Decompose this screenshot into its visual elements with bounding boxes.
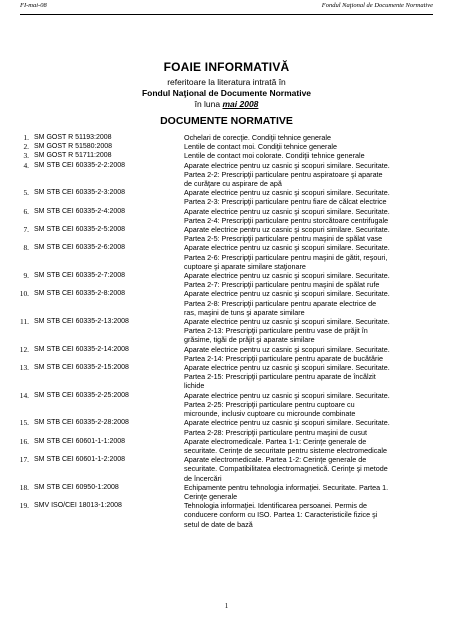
item-code: SM STB CEI 60335-2-2:2008 — [34, 161, 126, 169]
item-description — [184, 225, 434, 243]
item-number: 4. — [23, 160, 29, 170]
item-description-line: Tehnologia informaţiei. Identificarea persoanei. Permis de — [184, 501, 367, 511]
item-number: 1. — [23, 133, 29, 142]
page-number: 1 — [224, 602, 229, 610]
item-description-line: Partea 2-25: Prescripţii particulare pentru cuptoare cu — [184, 399, 355, 409]
list-item — [14, 161, 434, 189]
item-code: SMV ISO/CEI 18013-1:2008 — [34, 502, 122, 510]
list-item — [14, 243, 434, 271]
item-description-line: Aparate electrice pentru uz casnic şi scopuri similare. Securitate. — [184, 188, 390, 198]
list-item — [14, 225, 434, 243]
item-description-line: Cerinţe generale — [184, 491, 238, 501]
item-description-line: Aparate electrice pentru uz casnic şi scopuri similare. Securitate. — [184, 363, 390, 373]
item-description-line: Aparate electrice pentru uz casnic şi scopuri similare. Securitate. — [184, 390, 390, 400]
item-description-line: Partea 2-14: Prescripţii particulare pentru aparate de bucătărie — [184, 353, 383, 363]
item-description-line: de încercări — [184, 473, 222, 483]
item-description-line: Aparate electrice pentru uz casnic şi scopuri similare. Securitate. — [184, 225, 390, 235]
item-description-line: Aparate electrice pentru uz casnic şi scopuri similare. Securitate. — [184, 243, 390, 253]
item-code: SM STB CEI 60335-2-13:2008 — [34, 318, 129, 326]
item-description-line: Lentile de contact moi. Condiţii tehnice generale — [184, 142, 338, 152]
item-number: 14. — [19, 390, 29, 400]
item-description-line: Partea 2-15: Prescripţii particulare pentru aparate de încălzit — [184, 372, 376, 382]
list-item — [14, 345, 434, 363]
item-description-line: ras, maşini de tuns şi aparate similare — [184, 307, 305, 317]
item-description — [184, 133, 434, 142]
item-description-line: Partea 2-4: Prescripţii particulare pentru storcătoare centrifugale — [184, 215, 389, 225]
item-code: SM STB CEI 60335-2-7:2008 — [34, 272, 126, 280]
item-code: SM STB CEI 60335-2-8:2008 — [34, 290, 126, 298]
item-description-line: Aparate electrice pentru uz casnic şi scopuri similare. Securitate. — [184, 418, 390, 428]
item-number: 3. — [23, 151, 29, 161]
item-description-line: grăsime, tigăi de prăjit şi aparate similare — [184, 335, 315, 345]
item-description — [184, 437, 434, 455]
list-item — [14, 317, 434, 345]
item-number: 18. — [19, 482, 29, 492]
list-item — [14, 501, 434, 529]
list-item — [14, 207, 434, 225]
item-description-line: Aparate electromedicale. Partea 1-1: Cerinţe generale de — [184, 436, 367, 446]
header-right: Fondul Naţional de Documente Normative — [321, 2, 433, 9]
item-number: 10. — [19, 289, 29, 299]
item-code: SM GOST R 51711:2008 — [34, 152, 112, 160]
item-description — [184, 243, 434, 271]
month-value: mai 2008 — [222, 99, 259, 109]
list-item — [14, 142, 434, 151]
item-description — [184, 289, 434, 317]
item-description-line: securitate. Cerinţe de securitate pentru sisteme electromedicale — [184, 445, 387, 455]
item-description-line: Partea 2-3: Prescripţii particulare pentru fiare de călcat electrice — [184, 197, 387, 207]
item-description — [184, 142, 434, 151]
item-description-line: Aparate electrice pentru uz casnic şi scopuri similare. Securitate. — [184, 206, 390, 216]
item-code: SM STB CEI 60335-2-4:2008 — [34, 207, 126, 215]
item-description-line: Partea 2-2: Prescripţii particulare pentru aspiratoare şi aparate — [184, 169, 383, 179]
item-description — [184, 501, 434, 529]
item-description-line: Aparate electrice pentru uz casnic şi scopuri similare. Securitate. — [184, 317, 390, 327]
item-description — [184, 271, 434, 289]
item-code: SM STB CEI 60601-1-2:2008 — [34, 456, 126, 464]
standards-list — [14, 133, 434, 529]
month-prefix: în luna — [194, 99, 221, 109]
list-item — [14, 483, 434, 501]
item-description-line: setul de date de bază — [184, 519, 253, 529]
item-description — [184, 161, 434, 189]
item-number: 11. — [20, 317, 29, 327]
item-description — [184, 483, 434, 501]
item-number: 8. — [23, 243, 29, 253]
item-code: SM STB CEI 60335-2-6:2008 — [34, 244, 126, 252]
item-number: 5. — [23, 188, 29, 198]
item-description-line: Partea 2-28: Prescripţii particulare pentru maşini de cusut — [184, 427, 367, 437]
item-description-line: securitate. Compatibilitatea electromagnetică. Cerinţe şi metode — [184, 464, 388, 474]
item-description — [184, 317, 434, 345]
item-code: SM STB CEI 60601-1-1:2008 — [34, 437, 126, 445]
item-code: SM STB CEI 60335-2-5:2008 — [34, 226, 126, 234]
fund-name: Fondul Naţional de Documente Normative — [141, 88, 312, 98]
item-description-line: Lentile de contact moi colorate. Condiţii tehnice generale — [184, 151, 365, 161]
list-item — [14, 271, 434, 289]
item-description — [184, 363, 434, 391]
item-description — [184, 188, 434, 206]
header-rule — [20, 14, 433, 15]
item-description-line: microunde, inclusiv cuptoare cu microunde combinate — [184, 409, 356, 419]
item-description — [184, 151, 434, 160]
item-code: SM GOST R 51193:2008 — [34, 134, 112, 141]
header-left: FI-mai-08 — [20, 2, 47, 9]
item-code: SM STB CEI 60335-2-25:2008 — [34, 391, 129, 399]
item-number: 9. — [23, 271, 29, 281]
item-number: 13. — [19, 363, 29, 373]
item-code: SM STB CEI 60335-2-28:2008 — [34, 419, 129, 427]
page-title: FOAIE INFORMATIVĂ — [163, 60, 290, 74]
item-code: SM STB CEI 60335-2-15:2008 — [34, 364, 129, 372]
list-item — [14, 437, 434, 455]
item-number: 17. — [19, 455, 29, 465]
item-number: 16. — [19, 436, 29, 446]
item-description-line: Partea 2-6: Prescripţii particulare pentru maşini de gătit, reşouri, — [184, 252, 388, 262]
month-line — [0, 99, 453, 109]
item-description-line: Aparate electrice pentru uz casnic şi scopuri similare. Securitate. — [184, 160, 390, 170]
item-code: SM STB CEI 60335-2-14:2008 — [34, 345, 129, 353]
item-description-line: Aparate electrice pentru uz casnic şi scopuri similare. Securitate. — [184, 289, 390, 299]
item-description-line: Partea 2-7: Prescripţii particulare pentru maşini de spălat rufe — [184, 280, 380, 290]
subtitle: referitoare la literatura intrată în — [167, 77, 286, 87]
item-number: 6. — [23, 206, 29, 216]
item-number: 19. — [19, 501, 29, 511]
item-description — [184, 418, 434, 436]
list-item — [14, 289, 434, 317]
item-number: 12. — [19, 344, 29, 354]
item-description-line: lichide — [184, 381, 205, 391]
item-description-line: Partea 2-13: Prescripţii particulare pentru vase de prăjit în — [184, 326, 368, 336]
item-number: 15. — [19, 418, 29, 428]
item-description-line: Aparate electrice pentru uz casnic şi scopuri similare. Securitate. — [184, 344, 390, 354]
item-code: SM STB CEI 60950-1:2008 — [34, 483, 119, 491]
item-description — [184, 345, 434, 363]
item-description — [184, 207, 434, 225]
item-description-line: Ochelari de corecţie. Condiţii tehnice generale — [184, 133, 332, 142]
list-item — [14, 188, 434, 206]
item-code: SM STB CEI 60335-2-3:2008 — [34, 189, 126, 197]
list-item — [14, 151, 434, 160]
item-number: 7. — [23, 225, 29, 235]
item-description-line: Partea 2-5: Prescripţii particulare pentru maşini de spălat vase — [184, 234, 383, 244]
list-item — [14, 455, 434, 483]
section-title: DOCUMENTE NORMATIVE — [160, 115, 293, 127]
list-item — [14, 363, 434, 391]
item-description-line: Aparate electrice pentru uz casnic şi scopuri similare. Securitate. — [184, 271, 390, 281]
list-item — [14, 133, 434, 142]
item-number: 2. — [23, 142, 29, 152]
list-item — [14, 391, 434, 419]
item-description-line: Echipamente pentru tehnologia informaţiei. Securitate. Partea 1. — [184, 482, 389, 492]
item-description-line: de curăţare cu aspirare de apă — [184, 179, 282, 189]
list-item — [14, 418, 434, 436]
item-description-line: Partea 2-8: Prescripţii particulare pentru aparate electrice de — [184, 298, 377, 308]
item-description-line: cuptoare şi aparate similare staţionare — [184, 261, 306, 271]
item-description-line: Aparate electromedicale. Partea 1-2: Cerinţe generale de — [184, 455, 367, 465]
item-description — [184, 391, 434, 419]
item-description — [184, 455, 434, 483]
item-code: SM GOST R 51580:2008 — [34, 143, 113, 151]
item-description-line: conducere conform cu ISO. Partea 1: Caracteristicile fizice şi — [184, 510, 378, 520]
